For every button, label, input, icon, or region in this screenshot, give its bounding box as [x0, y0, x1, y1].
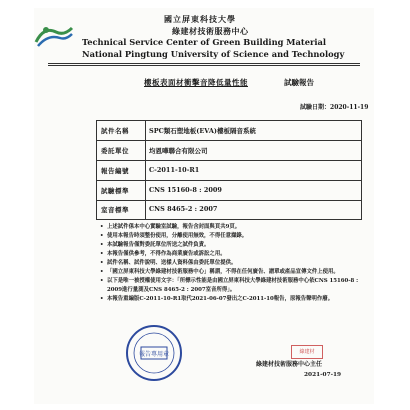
note-bullet: •: [100, 251, 104, 257]
note-text: 本報告重編版C-2011-10-R1取代2021-06-07發出之C-2011-10報告，原報告聲明作廢。: [107, 296, 334, 302]
note-item: [100, 295, 362, 304]
note-item: [100, 232, 362, 241]
note-text: 「國立屏東科技大學綠建材技術服務中心」稱謂，不得在任何廣告、譜單或產品宣傳文件上使用。: [107, 269, 339, 275]
note-item: [100, 223, 362, 232]
school-name-cn: 國立屏東科技大學: [164, 14, 236, 24]
info-value: 均恩嘩聯合有限公司: [149, 147, 208, 155]
header-divider: [48, 63, 360, 64]
report-notes: [100, 223, 362, 304]
note-item: [100, 268, 362, 277]
note-item: [100, 241, 362, 250]
info-row: [97, 181, 361, 201]
note-bullet: •: [100, 242, 104, 248]
test-date-label: 試驗日期: [300, 104, 325, 111]
note-item: [100, 277, 362, 295]
header-divider-2: [48, 65, 360, 66]
note-text: 試件名稱、試件說明、送樣人資料係由委託單位提供。: [107, 260, 237, 266]
info-row: [97, 161, 361, 181]
university-name-en: National Pingtung University of Science and Technology: [82, 49, 345, 59]
note-bullet: •: [100, 224, 104, 230]
note-item: [100, 250, 362, 259]
report-info-table: [96, 120, 362, 220]
report-subject: 樓板表面材衝擊音降低量性能: [144, 78, 248, 87]
info-divider: [145, 200, 146, 219]
note-bullet: •: [100, 260, 104, 266]
info-value: CNS 15160-8 : 2009: [149, 186, 222, 194]
info-row: [97, 121, 361, 141]
info-value: CNS 8465-2 : 2007: [149, 205, 218, 213]
center-name-cn: 綠建材技術服務中心: [172, 26, 249, 36]
center-name-en: Technical Service Center of Green Building Material: [82, 37, 327, 47]
test-date: [300, 102, 368, 111]
note-text: 使用本報告時須整份使用，分離使用無效，不得任意擷錄。: [107, 233, 248, 239]
seal-text: 報告專用章: [138, 351, 170, 358]
info-value: C-2011-10-R1: [149, 166, 200, 174]
note-text: 本報告僅供參考，不得作為商業廣告或訴訟之用。: [107, 251, 226, 257]
note-text: 上述試件係本中心實驗室試驗，報告含封面與頁共9頁。: [107, 224, 241, 230]
note-bullet: •: [100, 296, 104, 302]
note-bullet: •: [100, 278, 104, 284]
center-logo-icon: [34, 22, 74, 48]
note-text: 以下是唯一被授權使用文字：「所標示性能是由國立屏東科技大學綠建材技術服務中心依CNS 15160-8 : 2009進行量測及CNS 8465-2 : 2007室音所得」。: [107, 278, 359, 293]
note-bullet: •: [100, 269, 104, 275]
info-value: SPC類石塑地板(EVA)樓板隔音系統: [149, 127, 256, 135]
info-row: [97, 141, 361, 161]
info-divider: [145, 121, 146, 140]
director-title: 綠建材技術服務中心主任: [256, 361, 323, 368]
report-page: [34, 8, 374, 404]
info-label: 報告編號: [101, 167, 129, 175]
note-item: [100, 259, 362, 268]
info-divider: [145, 141, 146, 160]
test-date-value: 2020-11-19: [330, 104, 369, 111]
info-label: 試驗標準: [101, 187, 129, 195]
info-label: 試件名稱: [101, 127, 129, 135]
info-row: [97, 200, 361, 219]
signature-date: 2021-07-19: [304, 372, 342, 378]
info-divider: [145, 161, 146, 180]
note-text: 本試驗報告僅對委託單位所送之試件負責。: [107, 242, 210, 248]
report-seal-icon: [124, 323, 184, 383]
report-type: 試驗報告: [284, 78, 314, 87]
test-date-colon: ：: [324, 104, 331, 111]
red-stamp: 綠建材: [291, 345, 323, 359]
info-label: 室音標準: [101, 206, 129, 214]
info-divider: [145, 181, 146, 200]
note-bullet: •: [100, 233, 104, 239]
info-label: 委託單位: [101, 147, 129, 155]
